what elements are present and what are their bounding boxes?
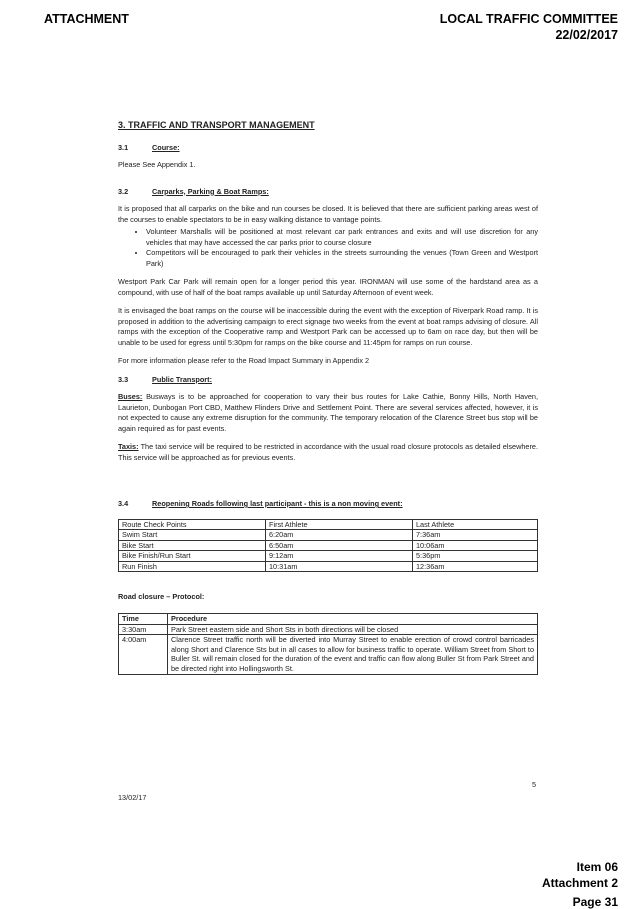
- taxis-paragraph: [118, 442, 538, 463]
- list-item: • Competitors will be encouraged to park their vehicles in the streets surrounding the venues (Town Green and Westport Park): [146, 248, 538, 269]
- reopening-table: [118, 519, 538, 573]
- table-row: [119, 635, 538, 674]
- section-3-3-heading: [118, 375, 538, 386]
- section-number: 3.1: [118, 142, 129, 152]
- section-3-1-heading: [118, 143, 538, 154]
- committee-title: LOCAL TRAFFIC COMMITTEE: [439, 12, 618, 26]
- table-cell: Clarence Street traffic north will be diverted into Murray Street to enable erection of crowd control barricades along Short and Clarence Sts but in all cases to allow for business traffic to operate. William Street from Short to Buller St. will remain closed for the duration of the event and traffic can flow along Buller St from Park Street and be directed right into Hollingsworth St.: [168, 635, 538, 674]
- bullet-list: [118, 227, 538, 269]
- footer-date: 13/02/17: [118, 793, 147, 802]
- table-cell: 3:30am: [119, 624, 168, 635]
- item-label: Item 06: [576, 860, 618, 874]
- table-cell: 6:20am: [266, 530, 413, 541]
- protocol-title: Road closure – Protocol:: [118, 592, 205, 602]
- buses-label: Buses:: [118, 392, 143, 401]
- table-row: [119, 551, 538, 562]
- section-heading: Carparks, Parking & Boat Ramps:: [152, 186, 269, 196]
- column-header: Last Athlete: [413, 519, 538, 530]
- table-cell: Run Finish: [119, 561, 266, 572]
- table-cell: 6:50am: [266, 540, 413, 551]
- buses-text: Busways is to be approached for cooperation to vary their bus routes for Lake Cathie, Bonny Hills, North Haven, Laurieton, Dunbogan Port CBD, Matthew Flinders Drive and Settlement Point. There are several services affected, however, it is not expected to cause any extreme disruption for the community. The temporary relocation of the Clarence Street bus stop will be again required as for past events.: [118, 392, 538, 433]
- page-label: Page 31: [572, 895, 618, 909]
- table-cell: 4:00am: [119, 635, 168, 674]
- paragraph: It is proposed that all carparks on the bike and run courses be closed. It is believed that there are sufficient parking areas west of the courses to enable spectators to be in easy walking distance to vantage points.: [118, 204, 538, 224]
- paragraph: Westport Park Car Park will remain open for a longer period this year. IRONMAN will use some of the hardstand area as a compound, with use of half of the boat ramps available up until Saturday Afternoon of event week.: [118, 277, 538, 297]
- column-header: Time: [119, 613, 168, 624]
- section-3-4-heading: [118, 499, 538, 510]
- paragraph: For more information please refer to the Road Impact Summary in Appendix 2: [118, 356, 370, 365]
- table-row: [119, 624, 538, 635]
- document-body: [118, 120, 538, 675]
- section-number: 3.3: [118, 374, 129, 384]
- doc-page-number: 5: [532, 780, 537, 789]
- list-item: • Volunteer Marshalls will be positioned at most relevant car park entrances and exits and will use discretion for any vehicles that may have accessed the car parks prior to course closure: [146, 227, 538, 248]
- buses-paragraph: [118, 392, 538, 434]
- section-3-2-heading: [118, 187, 538, 198]
- table-cell: 5:36pm: [413, 551, 538, 562]
- taxis-label: Taxis:: [118, 442, 139, 451]
- table-cell: 10:06am: [413, 540, 538, 551]
- column-header: Procedure: [168, 613, 538, 624]
- table-cell: 9:12am: [266, 551, 413, 562]
- table-row: [119, 530, 538, 541]
- section-number: 3.2: [118, 186, 129, 196]
- table-row: [119, 561, 538, 572]
- table-cell: Park Street eastern side and Short Sts in both directions will be closed: [168, 624, 538, 635]
- column-header: First Athlete: [266, 519, 413, 530]
- section-title: 3. TRAFFIC AND TRANSPORT MANAGEMENT: [118, 120, 315, 130]
- attachment-label: ATTACHMENT: [44, 12, 129, 26]
- table-header-row: [119, 613, 538, 624]
- section-heading: Public Transport:: [152, 374, 213, 384]
- column-header: Route Check Points: [119, 519, 266, 530]
- attachment-number: Attachment 2: [541, 876, 618, 890]
- table-cell: 12:36am: [413, 561, 538, 572]
- table-cell: Bike Start: [119, 540, 266, 551]
- table-header-row: [119, 519, 538, 530]
- section-heading: Reopening Roads following last participant - this is a non moving event:: [152, 499, 403, 508]
- taxis-text: The taxi service will be required to be restricted in accordance with the usual road closure protocols as detailed elsewhere. This service will be approached as for previous events.: [118, 442, 538, 462]
- section-heading: Course:: [152, 142, 180, 152]
- table-cell: 7:36am: [413, 530, 538, 541]
- paragraph: It is envisaged the boat ramps on the course will be inaccessible during the event with the exception of Riverpark Road ramp. It is proposed in addition to the advertising campaign to erect signage two weeks from the event at boat ramps advising of closure. All ramps with the exception of the Cooperative ramp and Westport Park can be accessed up to 6am on race day, but then will be unable to be used for egress until 5:30pm for ramps on the bike course and 11:45pm for ramps on run course.: [118, 306, 538, 347]
- course-text: Please See Appendix 1.: [118, 160, 196, 169]
- table-cell: Bike Finish/Run Start: [119, 551, 266, 562]
- protocol-table: [118, 613, 538, 675]
- table-row: [119, 540, 538, 551]
- header-date: 22/02/2017: [555, 28, 618, 42]
- table-cell: 10:31am: [266, 561, 413, 572]
- section-number: 3.4: [118, 499, 129, 508]
- table-cell: Swim Start: [119, 530, 266, 541]
